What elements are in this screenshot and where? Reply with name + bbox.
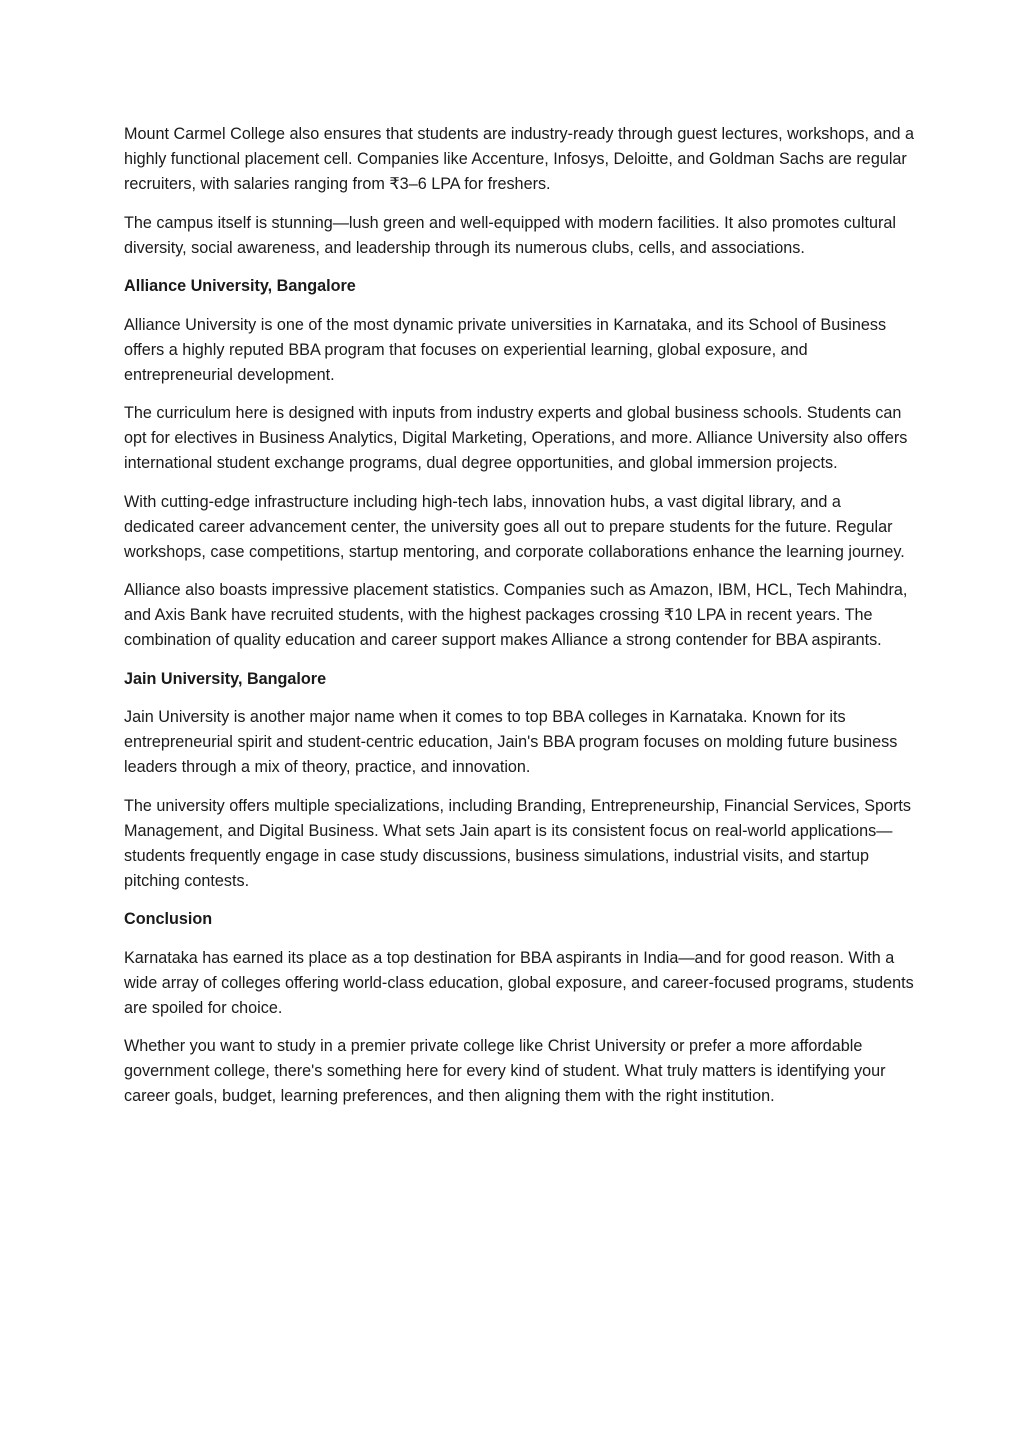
paragraph: With cutting-edge infrastructure including high-tech labs, innovation hubs, a vast digital library, and a dedicated career advancement center, the university goes all out to prepare students for the future. Regular workshops, case competitions, startup mentoring, and corporate collaborations enhance the learning journey. [124,492,905,561]
paragraph: Whether you want to study in a premier private college like Christ University or prefer a more affordable government college, there's something here for every kind of student. What truly matters is identifying your career goals, budget, learning preferences, and then aligning them with the right institution. [124,1037,886,1105]
paragraph: The curriculum here is designed with inputs from industry experts and global business schools. Students can opt for electives in Business Analytics, Digital Marketing, Operations, and more. Alliance University also offers international student exchange programs, dual degree opportunities, and global immersion projects. [124,404,908,472]
paragraph: Mount Carmel College also ensures that students are industry-ready through guest lectures, workshops, and a highly functional placement cell. Companies like Accenture, Infosys, Deloitte, and Goldman Sachs are regular recruiters, with salaries ranging from ₹3–6 LPA for freshers. [124,125,915,193]
document-page [124,122,914,1123]
paragraph: Alliance also boasts impressive placement statistics. Companies such as Amazon, IBM, HCL, Tech Mahindra, and Axis Bank have recruited students, with the highest packages crossing ₹10 LPA in recent years. The combination of quality education and career support makes Alliance a strong contender for BBA aspirants. [124,581,908,649]
paragraph: Alliance University is one of the most dynamic private universities in Karnataka, and its School of Business offers a highly reputed BBA program that focuses on experiential learning, global exposure, and entrepreneurial development. [124,315,887,384]
paragraph: The university offers multiple specializations, including Branding, Entrepreneurship, Financial Services, Sports Management, and Digital Business. What sets Jain apart is its consistent focus on real-world applications—students frequently engage in case study discussions, business simulations, industrial visits, and startup pitching contests. [124,796,911,890]
paragraph: Karnataka has earned its place as a top destination for BBA aspirants in India—and for good reason. With a wide array of colleges offering world-class education, global exposure, and career-focused programs, students are spoiled for choice. [124,948,914,1017]
section-heading-alliance: Alliance University, Bangalore [124,277,356,295]
section-heading-conclusion: Conclusion [124,910,213,928]
paragraph: The campus itself is stunning—lush green and well-equipped with modern facilities. It also promotes cultural diversity, social awareness, and leadership through its numerous clubs, cells, and associations. [124,213,896,257]
section-heading-jain: Jain University, Bangalore [124,669,327,688]
paragraph: Jain University is another major name when it comes to top BBA colleges in Karnataka. Known for its entrepreneurial spirit and student-centric education, Jain's BBA program focuses on molding future business leaders through a mix of theory, practice, and innovation. [124,708,898,776]
